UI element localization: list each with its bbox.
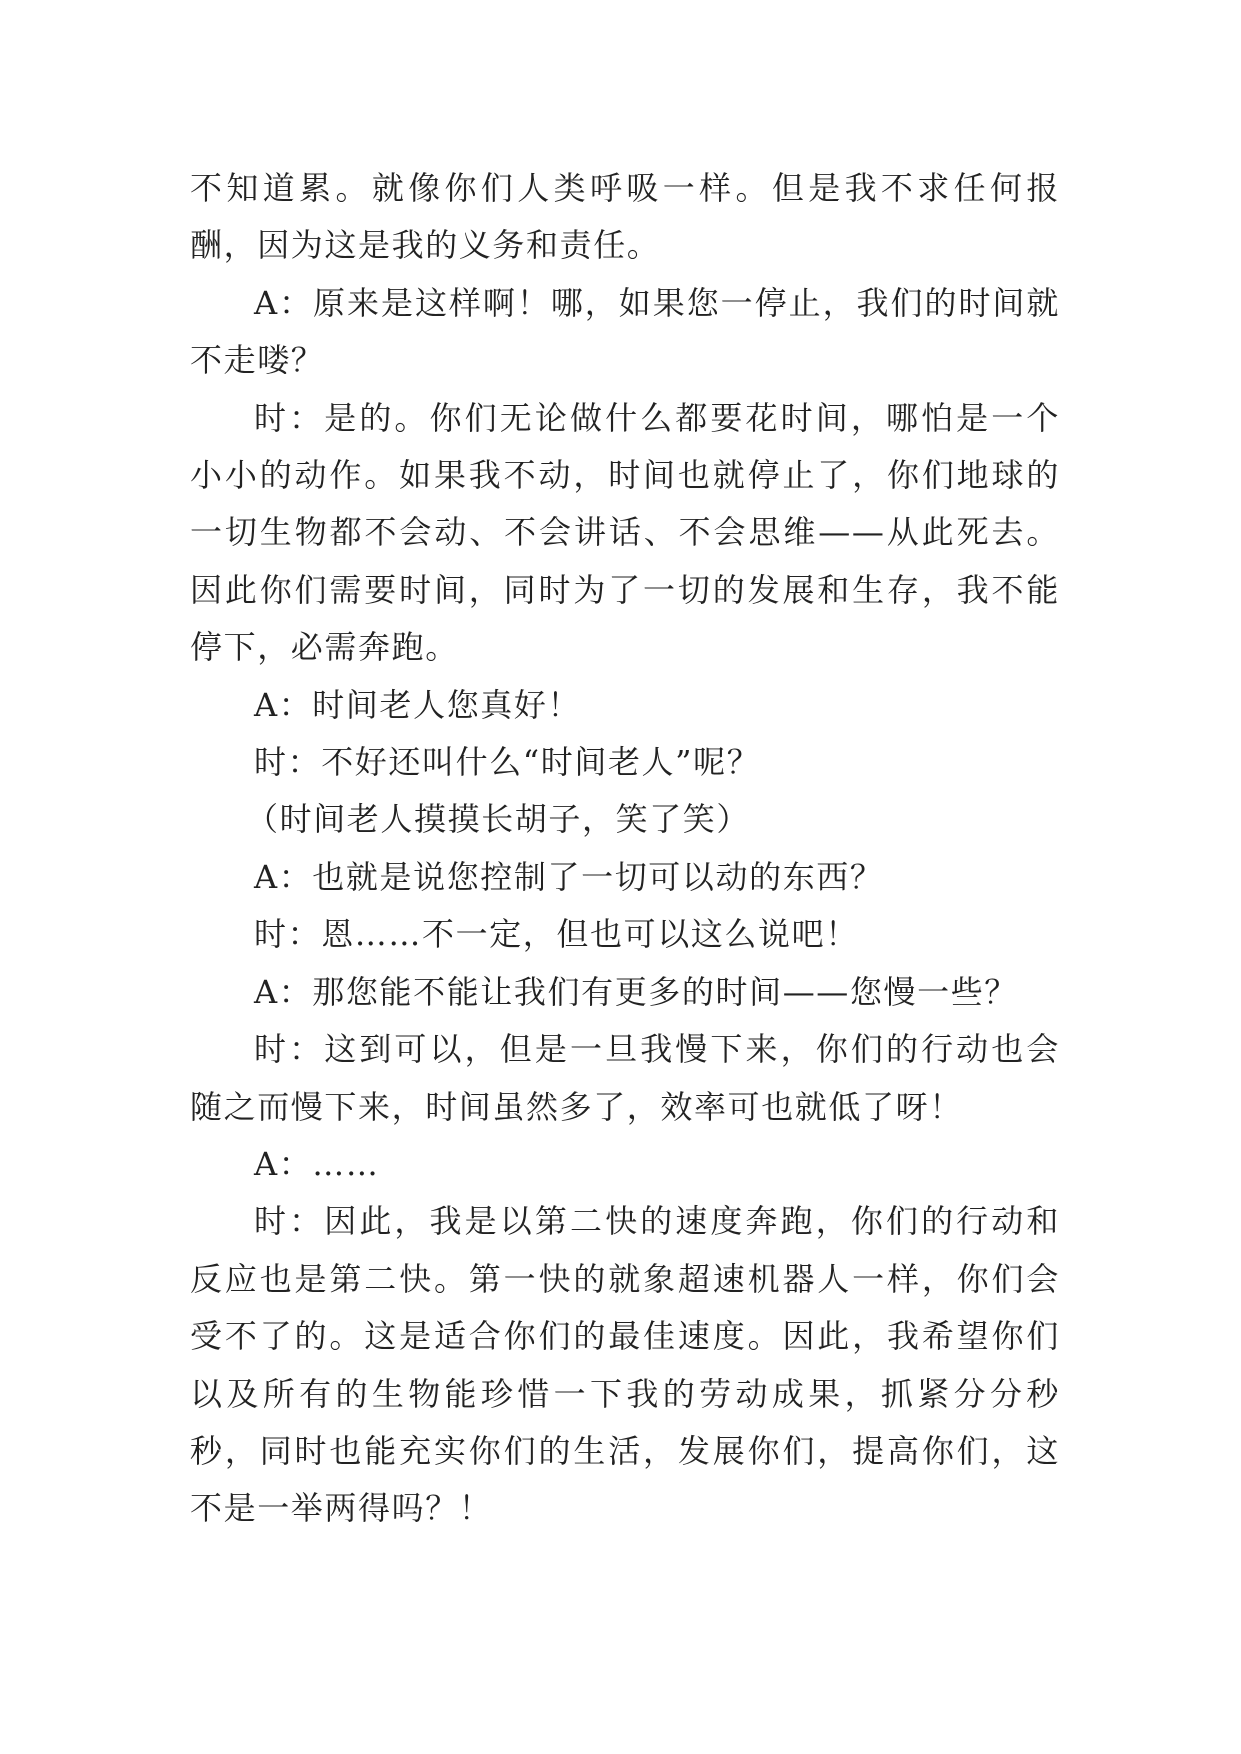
dialogue-a-4: A：那您能不能让我们有更多的时间——您慢一些？: [254, 972, 1018, 1011]
dialogue-time-2: 时：不好还叫什么“时间老人”呢？: [254, 743, 761, 782]
dialogue-a-5: A：……: [254, 1144, 380, 1183]
dialogue-time-3: 时：恩……不一定，但也可以这么说吧！: [254, 915, 859, 954]
dialogue-time-1: 时：是的。你们无论做什么都要花时间，哪怕是一个小小的动作。如果我不动，时间也就停止了，你们地球的一切生物都不会动、不会讲话、不会思维——从此死去。因此你们需要时间，同时为了一切的发展和生存，我不能停下，必需奔跑。: [190, 398, 1060, 667]
dialogue-time-5: 时：因此，我是以第二快的速度奔跑，你们的行动和反应也是第二快。第一快的就象超速机器人一样，你们会受不了的。这是适合你们的最佳速度。因此，我希望你们以及所有的生物能珍惜一下我的劳动成果，抓紧分分秒秒，同时也能充实你们的生活，发展你们，提高你们，这不是一举两得吗？！: [190, 1202, 1060, 1528]
dialogue-a-1: A：原来是这样啊！哪，如果您一停止，我们的时间就不走喽？: [190, 283, 1060, 380]
dialogue-a-3: A：也就是说您控制了一切可以动的东西？: [254, 857, 884, 896]
paragraph-continuation: 不知道累。就像你们人类呼吸一样。但是我不求任何报酬，因为这是我的义务和责任。: [190, 169, 1060, 265]
stage-direction: （时间老人摸摸长胡子，笑了笑）: [246, 800, 751, 839]
dialogue-time-4: 时：这到可以，但是一旦我慢下来，你们的行动也会随之而慢下来，时间虽然多了，效率可也就低了呀！: [190, 1030, 1060, 1126]
document-body: [190, 160, 1060, 1538]
dialogue-a-2: A：时间老人您真好！: [254, 685, 582, 724]
